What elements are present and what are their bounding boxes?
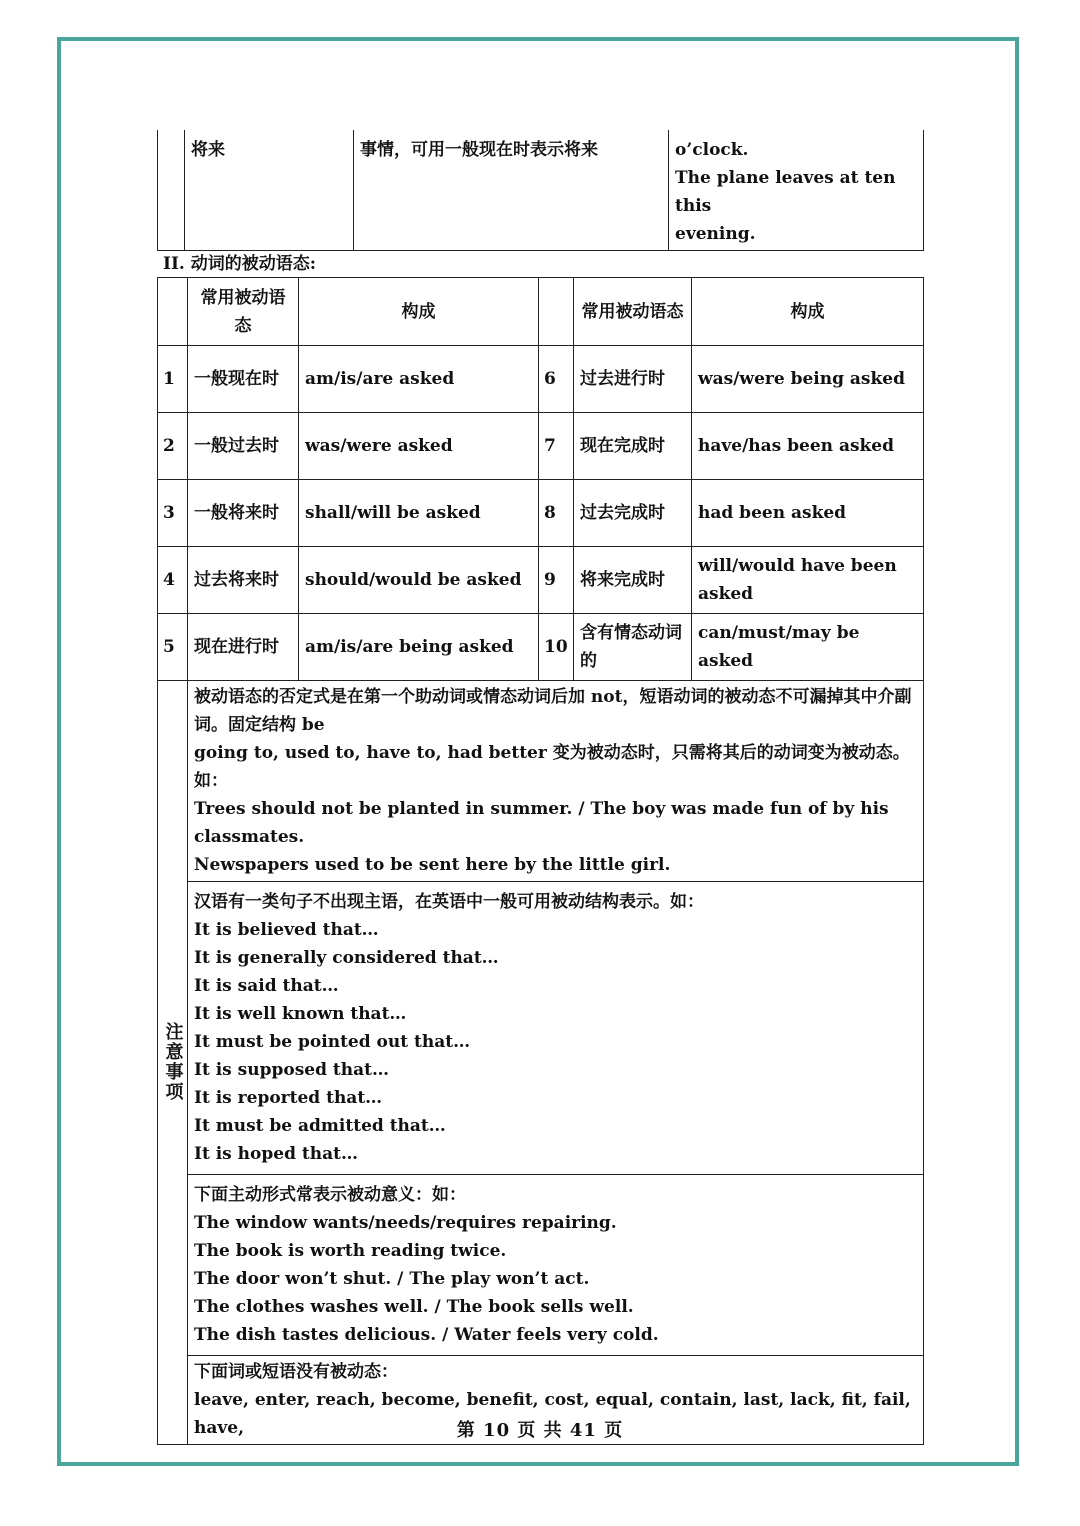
tense-name: 一般现在时 (188, 346, 299, 413)
note-line: leave, enter, reach, become, benefit, cost, equal, contain, last, lack, fit, fail, have, (194, 1389, 911, 1438)
tense-form: am/is/are asked (299, 346, 539, 413)
tense-name: 过去完成时 (574, 480, 692, 547)
page-footer: 第 10 页 共 41 页 (456, 1420, 624, 1441)
tense-name: 现在完成时 (574, 413, 692, 480)
header-num2 (539, 278, 574, 346)
note-line: Trees should not be planted in summer. / The boy was made fun of by his classmates. (194, 798, 889, 847)
header-form: 构成 (299, 278, 539, 346)
tense-name: 含有情态动词的 (574, 614, 692, 681)
tense-name: 过去进行时 (574, 346, 692, 413)
tense-form: will/would have been asked (692, 547, 924, 614)
note-line: The book is worth reading twice. (194, 1240, 507, 1261)
note-line: 下面主动形式常表示被动意义：如： (194, 1184, 466, 1205)
header-form2: 构成 (692, 278, 924, 346)
example-line: evening. (675, 224, 756, 244)
tense-form: was/were asked (299, 413, 539, 480)
row-number: 9 (539, 547, 574, 614)
note-line: It is reported that… (194, 1087, 383, 1108)
note-line: The window wants/needs/requires repairing. (194, 1212, 617, 1233)
note-line: It must be pointed out that… (194, 1031, 471, 1052)
note-line: 被动语态的否定式是在第一个助动词或情态动词后加 not，短语动词的被动态不可漏掉其中介副词。固定结构 be (194, 686, 912, 735)
note-block (188, 680, 924, 881)
table-row (158, 346, 924, 413)
tense-form: have/has been asked (692, 413, 924, 480)
tense-table-continuation (157, 130, 924, 251)
example-line: o’clock. (675, 140, 749, 160)
note-line: The door won’t shut. / The play won’t act. (194, 1268, 590, 1289)
row-number: 8 (539, 480, 574, 547)
header-voice2: 常用被动语态 (574, 278, 692, 346)
note-line: It is believed that… (194, 919, 379, 940)
row-number: 3 (158, 480, 188, 547)
note-block (188, 1174, 924, 1355)
tense-form: shall/will be asked (299, 480, 539, 547)
table-row (158, 547, 924, 614)
note-line: It must be admitted that… (194, 1115, 446, 1136)
tense-name: 一般过去时 (188, 413, 299, 480)
cont-cell-tense: 将来 (185, 130, 354, 251)
note-line: 汉语有一类句子不出现主语，在英语中一般可用被动结构表示。如： (194, 891, 704, 912)
note-block (188, 881, 924, 1174)
row-number: 5 (158, 614, 188, 681)
tense-form: can/must/may be asked (692, 614, 924, 681)
table-row (158, 614, 924, 681)
note-line: The clothes washes well. / The book sells well. (194, 1296, 634, 1317)
note-line: It is said that… (194, 975, 339, 996)
cont-cell-empty (158, 130, 185, 251)
row-number: 10 (539, 614, 574, 681)
table-row (158, 413, 924, 480)
passive-voice-table (157, 277, 924, 681)
tense-form: am/is/are being asked (299, 614, 539, 681)
tense-form: should/would be asked (299, 547, 539, 614)
row-number: 4 (158, 547, 188, 614)
note-line: The dish tastes delicious. / Water feels very cold. (194, 1324, 659, 1345)
row-number: 1 (158, 346, 188, 413)
tense-form: was/were being asked (692, 346, 924, 413)
row-number: 6 (539, 346, 574, 413)
row-number: 7 (539, 413, 574, 480)
tense-name: 现在进行时 (188, 614, 299, 681)
header-voice: 常用被动语态 (188, 278, 299, 346)
header-num (158, 278, 188, 346)
row-number: 2 (158, 413, 188, 480)
tense-name: 过去将来时 (188, 547, 299, 614)
table-header-row (158, 278, 924, 346)
notes-label: 注意事项 (158, 680, 188, 1444)
section-title: II. 动词的被动语态: (163, 254, 317, 274)
note-line: 下面词或短语没有被动态： (194, 1361, 398, 1382)
cont-cell-usage: 事情，可用一般现在时表示将来 (354, 130, 669, 251)
cont-cell-example (669, 130, 924, 251)
note-line: It is supposed that… (194, 1059, 389, 1080)
note-line: Newspapers used to be sent here by the little girl. (194, 854, 671, 875)
note-line: It is hoped that… (194, 1143, 358, 1164)
tense-name: 将来完成时 (574, 547, 692, 614)
notes-table (157, 680, 924, 1445)
table-row (158, 480, 924, 547)
tense-form: had been asked (692, 480, 924, 547)
tense-name: 一般将来时 (188, 480, 299, 547)
note-line: It is well known that… (194, 1003, 407, 1024)
note-line: It is generally considered that… (194, 947, 499, 968)
example-line: The plane leaves at ten this (675, 168, 896, 216)
page-content (157, 130, 923, 1445)
note-line: going to, used to, have to, had better 变为被动态时，只需将其后的动词变为被动态。如： (194, 742, 910, 791)
